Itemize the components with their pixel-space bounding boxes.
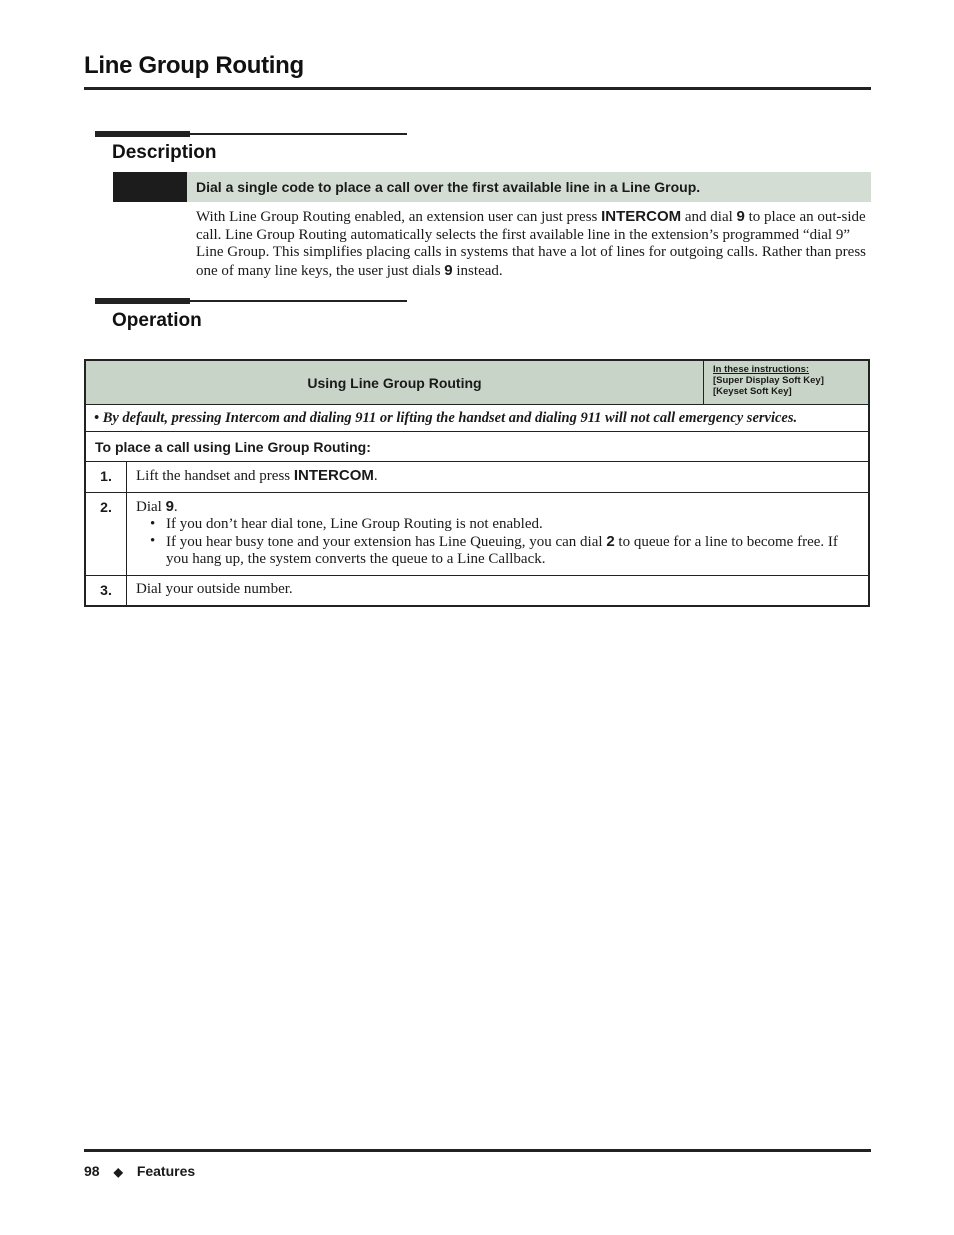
step-text: Dial your outside number. [127, 576, 869, 606]
operation-heading: Operation [112, 310, 202, 331]
emergency-warning: • By default, pressing Intercom and dialing 911 or lifting the handset and dialing 911 will not call emergency services. [86, 405, 869, 432]
summary-band: Dial a single code to place a call over the first available line in a Line Group. [187, 172, 871, 202]
table-title: Using Line Group Routing [86, 361, 704, 405]
list-item: • If you hear busy tone and your extension has Line Queuing, you can dial 2 to queue for a line to become free. If you hang up, the system converts the queue to a Line Callback. [166, 533, 860, 568]
title-rule [84, 87, 871, 90]
table-row [86, 493, 869, 576]
page-number: 98 [84, 1163, 100, 1179]
procedure-intro: To place a call using Line Group Routing: [86, 432, 869, 462]
section-rule-thin [95, 300, 407, 302]
step-number: 3. [86, 576, 127, 606]
page-footer [84, 1163, 195, 1179]
list-item: • If you don’t hear dial tone, Line Group Routing is not enabled. [166, 516, 860, 533]
description-heading: Description [112, 142, 217, 163]
page-title: Line Group Routing [84, 52, 304, 79]
step-number: 1. [86, 462, 127, 493]
table-row [86, 576, 869, 606]
step-text: Dial 9. • If you don’t hear dial tone, Line Group Routing is not enabled. • If you hear busy tone and your extension has Line Queuing, you can dial 2 to queue for a line to become free. If you hang up, the system converts the queue to a Line Callback. [127, 493, 869, 576]
table-row [86, 462, 869, 493]
section-rule-thin [95, 133, 407, 135]
footer-rule [84, 1149, 871, 1152]
step-text: Lift the handset and press INTERCOM. [127, 462, 869, 493]
footer-section: Features [136, 1163, 196, 1179]
table-legend: In these instructions: [Super Display Soft Key] [Keyset Soft Key] [704, 361, 869, 405]
operation-table [84, 359, 870, 607]
diamond-icon: ◆ [113, 1165, 123, 1179]
description-paragraph: With Line Group Routing enabled, an extension user can just press INTERCOM and dial 9 to place an out-side call. Line Group Routing automatically selects the first available line in the extension’s programmed “dial 9” Line Group. This simplifies placing calls in systems that have a lot of lines for outgoing calls. Rather than press one of many line keys, the user just dials 9 instead. [196, 208, 867, 279]
summary-marker [113, 172, 187, 202]
step-number: 2. [86, 493, 127, 576]
